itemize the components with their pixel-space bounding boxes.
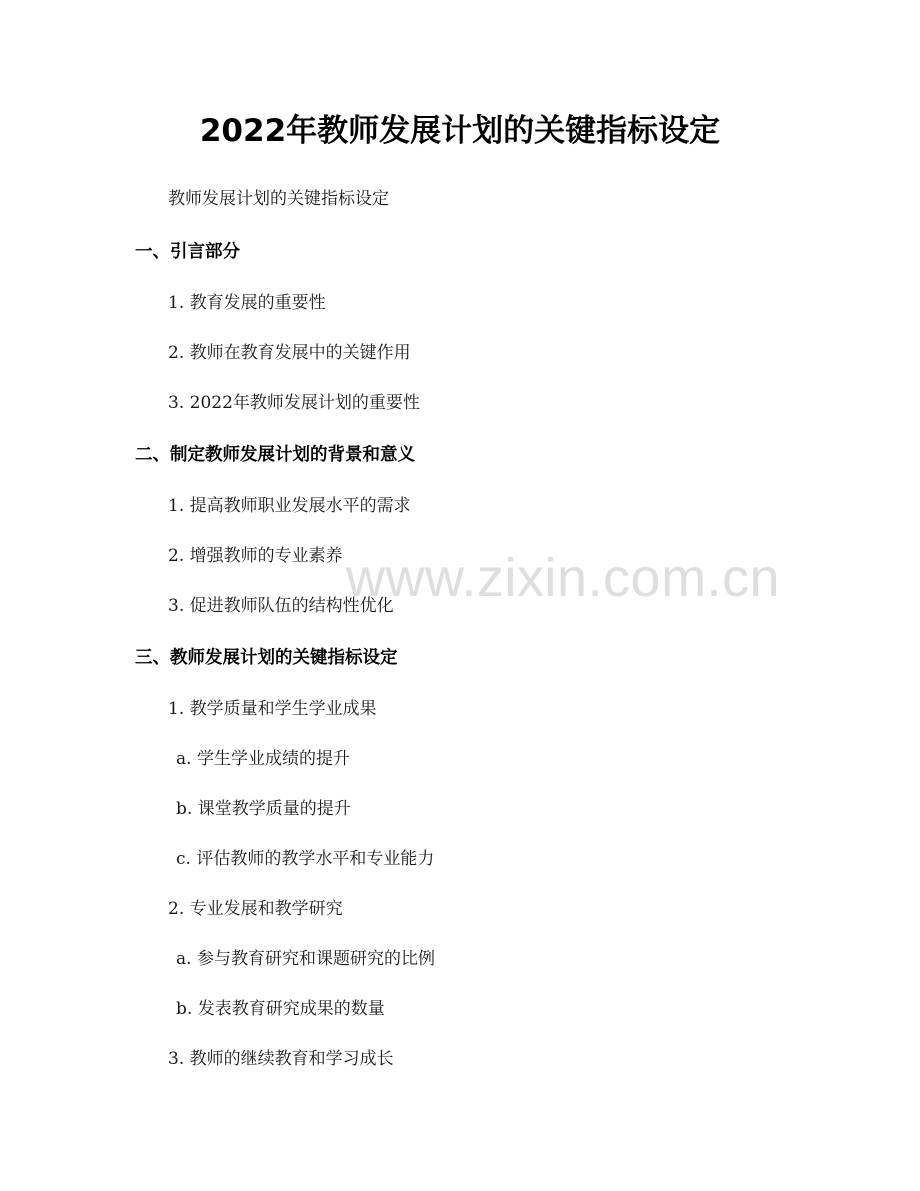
list-item: 1. 教育发展的重要性 [168,293,326,313]
list-item: 2. 教师在教育发展中的关键作用 [168,343,411,363]
section-heading-intro: 一、引言部分 [135,242,240,262]
section-heading-key-indicators: 三、教师发展计划的关键指标设定 [135,648,398,668]
watermark: www.zixin.com.cn [346,548,781,608]
sub-list-item: a. 参与教育研究和课题研究的比例 [176,949,435,969]
sub-list-item: a. 学生学业成绩的提升 [176,749,350,769]
sub-list-item: b. 发表教育研究成果的数量 [176,999,385,1019]
list-item: 1. 提高教师职业发展水平的需求 [168,496,411,516]
document-subtitle: 教师发展计划的关键指标设定 [168,189,389,209]
document-title: 2022年教师发展计划的关键指标设定 [199,113,721,149]
list-item: 2. 增强教师的专业素养 [168,546,343,566]
list-item: 3. 促进教师队伍的结构性优化 [168,596,394,616]
list-item: 3. 2022年教师发展计划的重要性 [168,393,420,413]
sub-list-item: b. 课堂教学质量的提升 [176,799,351,819]
list-item: 2. 专业发展和教学研究 [168,899,343,919]
section-heading-background: 二、制定教师发展计划的背景和意义 [135,445,415,465]
list-item: 1. 教学质量和学生学业成果 [168,699,377,719]
list-item: 3. 教师的继续教育和学习成长 [168,1049,394,1069]
sub-list-item: c. 评估教师的教学水平和专业能力 [176,849,435,869]
